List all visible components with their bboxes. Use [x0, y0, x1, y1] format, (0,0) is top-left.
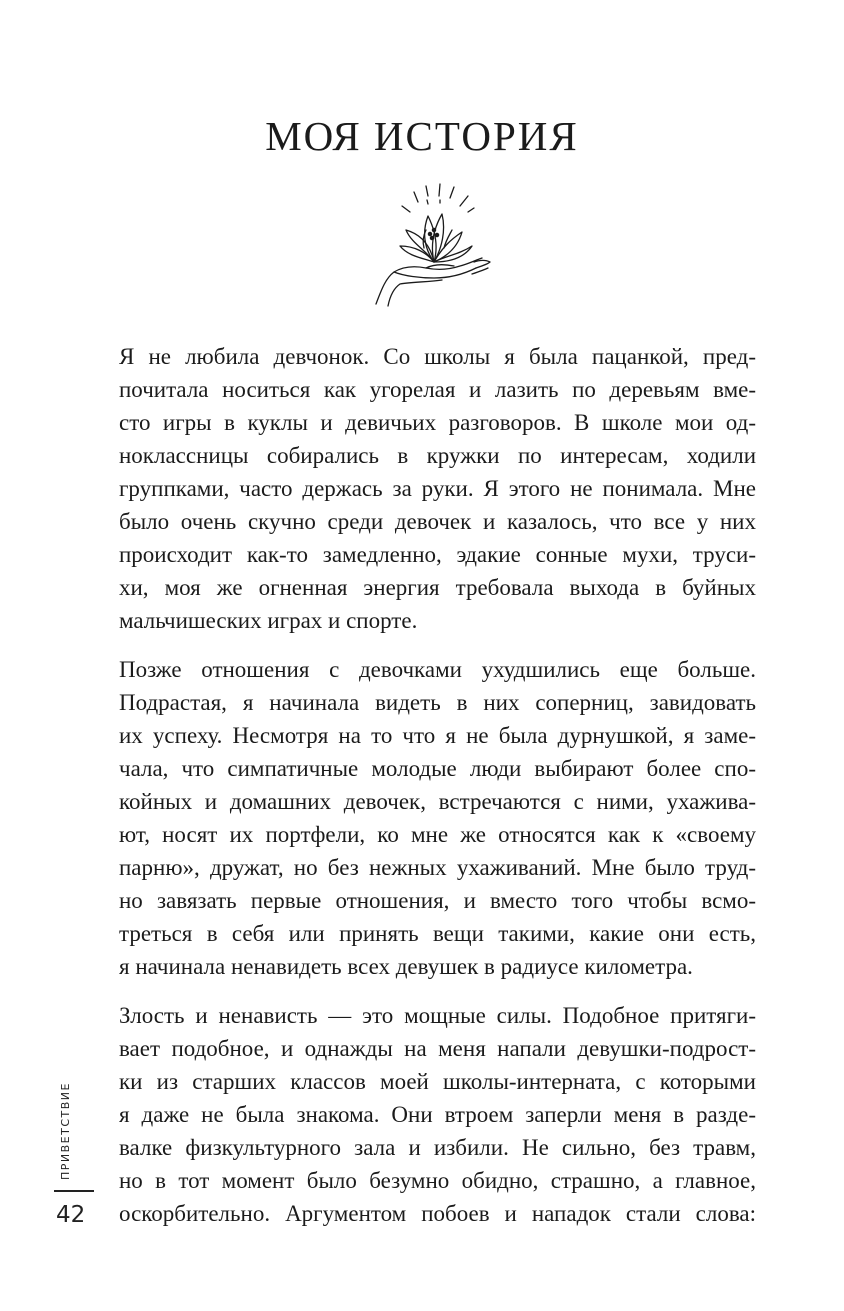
text-line: оскорбительно. Аргументом побоев и нападок стали слова: — [119, 1201, 756, 1226]
paragraph-2 — [119, 653, 756, 983]
lotus-in-hand-icon — [364, 178, 504, 308]
text-line: мальчишеских играх и спорте. — [119, 608, 418, 633]
text-line: Злость и ненависть — это мощные силы. Подобное притяги- — [119, 1003, 756, 1028]
chapter-title: МОЯ ИСТОРИЯ — [265, 113, 579, 159]
text-line: Позже отношения с девочками ухудшились еще больше. — [119, 657, 756, 682]
text-line: вает подобное, и однажды на меня напали девушки-подрост- — [119, 1036, 756, 1061]
text-line: койных и домашних девочек, встречаются с ними, ухажива- — [119, 789, 756, 814]
text-line: группками, часто держась за руки. Я этого не понимала. Мне — [119, 476, 756, 501]
text-line: почитала носиться как угорелая и лазить по деревьям вме- — [119, 377, 756, 402]
body-text — [119, 340, 756, 1246]
text-line: происходит как-то замедленно, эдакие сонные мухи, труси- — [119, 542, 756, 567]
text-line: Я не любила девчонок. Со школы я была пацанкой, пред- — [119, 344, 756, 369]
paragraph-1 — [119, 340, 756, 637]
text-line: я начинала ненавидеть всех девушек в радиусе километра. — [119, 954, 693, 979]
text-line: сто игры в куклы и девичьих разговоров. В школе мои од- — [119, 410, 756, 435]
text-line: Подрастая, я начинала видеть в них соперниц, завидовать — [119, 690, 756, 715]
text-line: было очень скучно среди девочек и казалось, что все у них — [119, 509, 756, 534]
text-line: ноклассницы собирались в кружки по интересам, ходили — [119, 443, 756, 468]
text-line: хи, моя же огненная энергия требовала выхода в буйных — [119, 575, 756, 600]
text-line: но завязать первые отношения, и вместо того чтобы всмо- — [119, 888, 756, 913]
divider — [54, 1190, 94, 1192]
text-line: я даже не была знакома. Они втроем заперли меня в разде- — [119, 1102, 756, 1127]
text-line: ют, носят их портфели, ко мне же относятся как к «своему — [119, 822, 756, 847]
text-line: парню», дружат, но без нежных ухаживаний. Мне было труд- — [119, 855, 756, 880]
text-line: валке физкультурного зала и избили. Не сильно, без травм, — [119, 1135, 756, 1160]
text-line: ки из старших классов моей школы-интерната, с которыми — [119, 1069, 756, 1094]
section-label: ПРИВЕТСТВИЕ — [59, 1082, 72, 1180]
text-line: треться в себя или принять вещи такими, какие они есть, — [119, 921, 756, 946]
text-line: чала, что симпатичные молодые люди выбирают более спо- — [119, 756, 756, 781]
text-line: их успеху. Несмотря на то что я не была дурнушкой, я заме- — [119, 723, 756, 748]
paragraph-3 — [119, 999, 756, 1230]
page-number: 42 — [56, 1202, 86, 1228]
text-line: но в тот момент было безумно обидно, страшно, а главное, — [119, 1168, 756, 1193]
